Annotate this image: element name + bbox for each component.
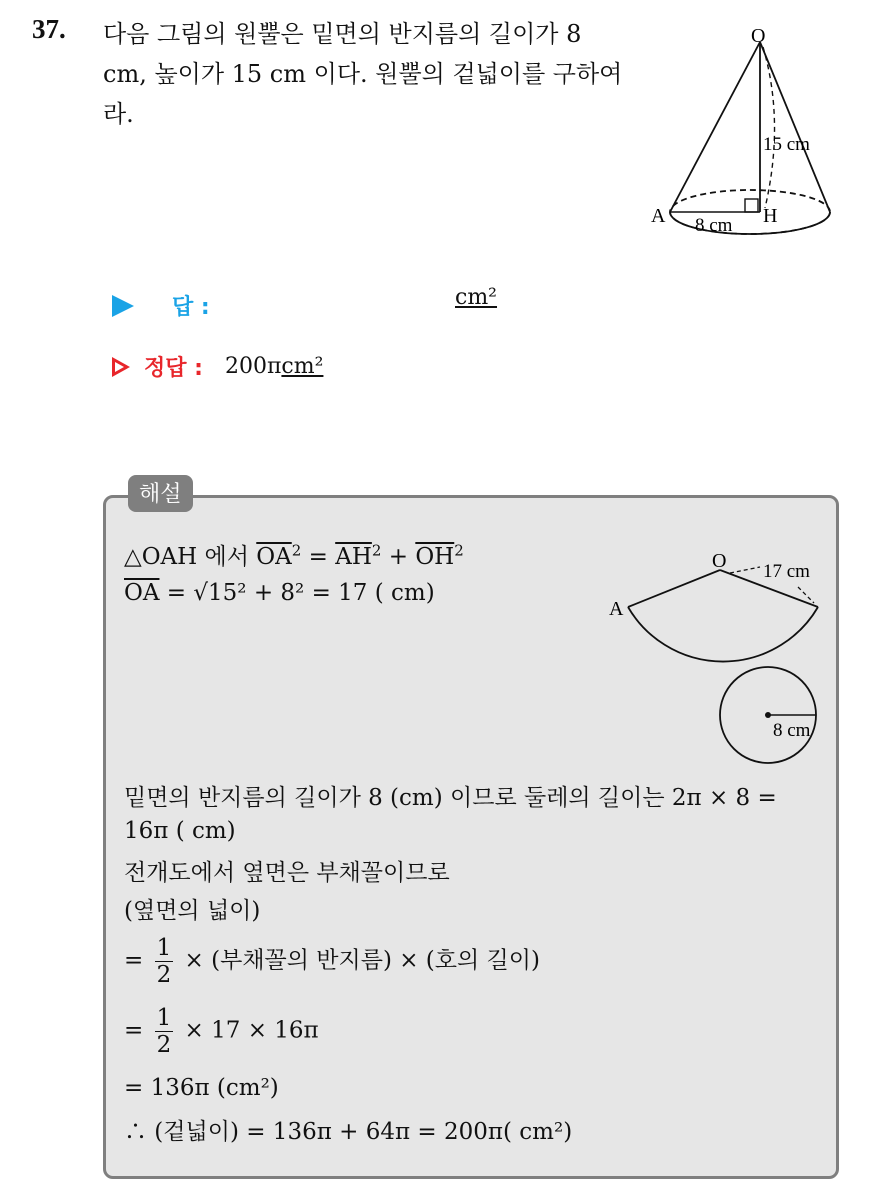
explanation-fraction-line-2: = $\frac{1}{2}$ × 17 × 16π <box>124 1005 319 1058</box>
point-a-label: A <box>651 205 666 227</box>
explanation-p2: 16π ( cm) <box>124 818 236 844</box>
answer-arrow-icon <box>112 295 134 317</box>
explanation-p1: 밑면의 반지름의 길이가 8 (cm) 이므로 둘레의 길이는 2π × 8 = <box>124 785 777 811</box>
correct-value: 200π <box>224 354 282 379</box>
explanation-result-2: ∴ (겉넓이) = 136π + 64π = 200π( cm²) <box>124 1119 573 1145</box>
point-h-label: H <box>763 205 778 227</box>
explanation-fraction-line-1: = $\frac{1}{2}$ × (부채꼴의 반지름) × (호의 길이) <box>124 935 540 988</box>
cone-figure <box>645 22 865 242</box>
answer-label: 답 : <box>172 295 210 320</box>
answer-unit: cm² <box>455 285 498 310</box>
explanation-p4: (옆면의 넓이) <box>124 898 261 924</box>
answer-row <box>112 290 210 321</box>
explanation-p3: 전개도에서 옆면은 부채꼴이므로 <box>124 860 450 886</box>
slant-label: 17 cm <box>763 561 810 582</box>
net-a-label: A <box>609 598 624 620</box>
correct-label: 정답 : <box>144 356 203 381</box>
point-o-label: O <box>751 25 766 47</box>
explanation-tag: 해설 <box>128 475 193 512</box>
explanation-result-1: = 136π (cm²) <box>124 1075 279 1101</box>
correct-answer-row <box>112 351 323 382</box>
explanation-line-2: $\overline{OA} = √15^2 + 8^2 = 17$ ( cm) <box>124 580 435 606</box>
question-text: 다음 그림의 원뿔은 밑면의 반지름의 길이가 8 cm, 높이가 15 cm 이다. 원뿔의 겉넓이를 구하여라. <box>103 20 623 128</box>
fraction-half: $\frac{1}{2}$ <box>156 935 172 988</box>
fraction-half: $\frac{1}{2}$ <box>156 1005 172 1058</box>
question-number: 37. <box>32 14 66 44</box>
cone-net-figure <box>600 545 840 770</box>
net-o-label: O <box>712 550 727 572</box>
explanation-line-1: △OAH 에서 $\overline{OA}^2 = \overline{AH}^2 + \overline{OH}^2$ <box>124 541 464 570</box>
net-radius-label: 8 cm <box>773 720 811 741</box>
height-label: 15 cm <box>763 134 810 155</box>
correct-arrow-icon <box>112 357 130 377</box>
correct-unit: cm² <box>281 354 324 379</box>
radius-label: 8 cm <box>695 215 733 236</box>
